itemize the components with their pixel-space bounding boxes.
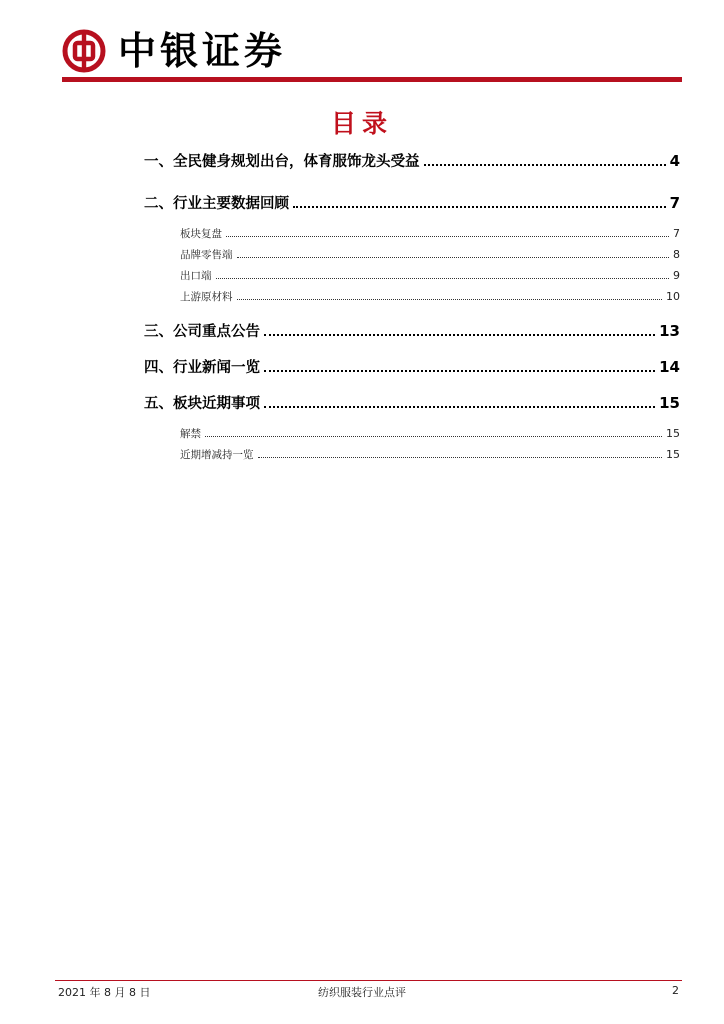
toc-entry-label: 二、行业主要数据回顾 bbox=[144, 196, 289, 212]
dot-leader bbox=[216, 278, 670, 279]
bank-of-china-logo-icon bbox=[62, 29, 106, 73]
toc-subentry-label: 出口端 bbox=[180, 270, 212, 282]
toc-title: 目录 bbox=[330, 109, 393, 138]
toc-entry-page: 7 bbox=[669, 194, 680, 212]
toc-subentry-page: 7 bbox=[673, 227, 680, 240]
toc-subentry-page: 9 bbox=[673, 269, 680, 282]
toc-entry[interactable] bbox=[144, 150, 680, 172]
toc-subentry[interactable] bbox=[144, 247, 680, 263]
toc-subentry-label: 品牌零售端 bbox=[180, 249, 233, 261]
dot-leader bbox=[424, 164, 666, 166]
toc-subentry[interactable] bbox=[144, 426, 680, 442]
toc-entry-label: 四、行业新闻一览 bbox=[144, 360, 260, 376]
toc-subentry[interactable] bbox=[144, 226, 680, 242]
toc-subentry[interactable] bbox=[144, 447, 680, 463]
dot-leader bbox=[205, 436, 662, 437]
toc-subentry[interactable] bbox=[144, 268, 680, 284]
footer-rule bbox=[55, 980, 682, 981]
toc-entry-page: 13 bbox=[659, 322, 680, 340]
brand-name: 中银证券 bbox=[118, 28, 287, 73]
dot-leader bbox=[264, 406, 655, 408]
header-rule bbox=[62, 77, 682, 82]
toc-subentry-label: 解禁 bbox=[180, 428, 201, 440]
toc-subentry-label: 板块复盘 bbox=[180, 228, 222, 240]
dot-leader bbox=[258, 457, 663, 458]
toc-subentry-page: 8 bbox=[673, 248, 680, 261]
toc-entry-label: 一、全民健身规划出台，体育服饰龙头受益 bbox=[144, 154, 420, 170]
toc-subentry-page: 15 bbox=[666, 448, 680, 461]
dot-leader bbox=[264, 334, 655, 336]
toc-entry[interactable] bbox=[144, 356, 680, 378]
toc-entry-label: 三、公司重点公告 bbox=[144, 324, 260, 340]
page-number: 2 bbox=[672, 984, 679, 997]
dot-leader bbox=[237, 299, 663, 300]
toc-entry-page: 14 bbox=[659, 358, 680, 376]
report-date: 2021 年 8 月 8 日 bbox=[58, 986, 151, 999]
toc-subentry-label: 上游原材料 bbox=[180, 291, 233, 303]
dot-leader bbox=[293, 206, 666, 208]
toc-entry[interactable] bbox=[144, 320, 680, 342]
toc-subentry-page: 10 bbox=[666, 290, 680, 303]
toc-entry[interactable] bbox=[144, 192, 680, 214]
dot-leader bbox=[226, 236, 669, 237]
toc-entry-page: 15 bbox=[659, 394, 680, 412]
report-header bbox=[62, 26, 682, 82]
report-type: 纺织服装行业点评 bbox=[318, 986, 406, 999]
dot-leader bbox=[264, 370, 655, 372]
toc-subentry-label: 近期增减持一览 bbox=[180, 449, 254, 461]
toc-subentry[interactable] bbox=[144, 289, 680, 305]
dot-leader bbox=[237, 257, 670, 258]
toc-entry[interactable] bbox=[144, 392, 680, 414]
toc-subentry-page: 15 bbox=[666, 427, 680, 440]
toc-entry-page: 4 bbox=[669, 152, 680, 170]
table-of-contents bbox=[144, 150, 680, 461]
toc-entry-label: 五、板块近期事项 bbox=[144, 396, 260, 412]
